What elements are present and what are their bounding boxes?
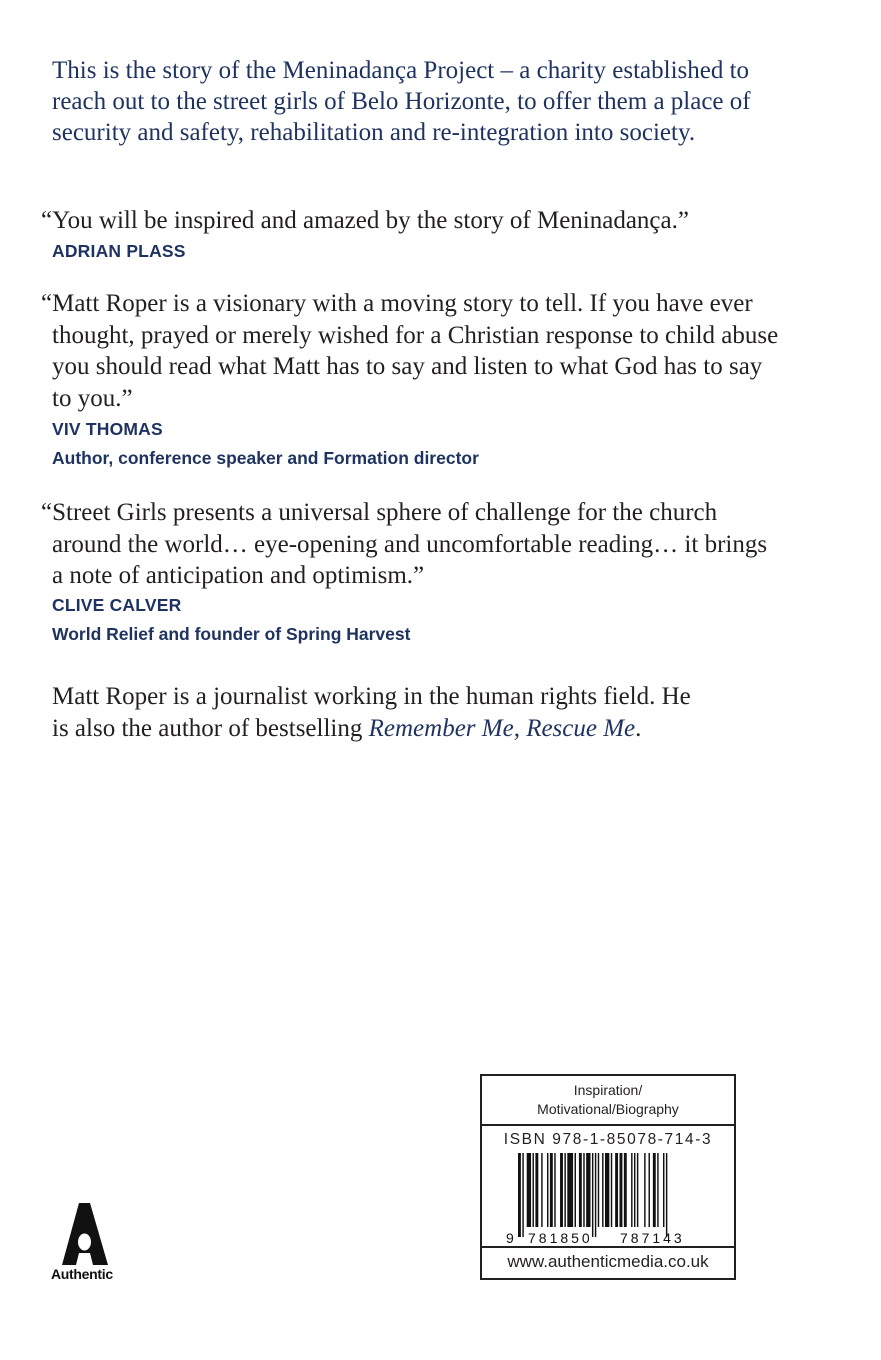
barcode-bar [583,1153,584,1227]
intro-paragraph: This is the story of the Meninadança Project – a charity established to reach out to the street girls of Belo Horizonte, to offer them a place of security and safety, rehabilitation and re-integration into society. [52,57,751,146]
category-line-2: Motivational/Biography [537,1101,679,1117]
barcode-bar [631,1153,632,1227]
category-line-1: Inspiration/ [573,1082,643,1098]
barcode-bar [550,1153,553,1227]
website-url: www.authenticmedia.co.uk [482,1246,734,1278]
endorsement-quote: “Street Girls presents a universal sphere of challenge for the church around the world… eye-opening and uncomfortable reading… it brings a note of anticipation and optimism.” [41,499,768,589]
endorsement-quote: “You will be inspired and amazed by the story of Meninadança.” [41,207,689,234]
barcode-bar [634,1153,635,1227]
category-label [482,1076,734,1126]
barcode-bar [522,1153,523,1237]
barcode-bar [657,1153,658,1227]
barcode-bar [592,1153,593,1237]
barcode-bar [567,1153,573,1227]
barcode-bar [615,1153,618,1227]
endorsement-role: World Relief and founder of Spring Harvest [52,623,411,644]
author-bio-text: Matt Roper is a journalist working in the human rights field. He is also the author of bestselling [52,683,691,742]
barcode-box [480,1074,736,1280]
barcode-bar [649,1153,650,1227]
barcode-bar [644,1153,645,1227]
barcode-bar [527,1153,531,1227]
endorsement-adrian-plass [41,205,781,262]
barcode-bar [598,1153,599,1227]
barcode-bar [666,1153,667,1237]
barcode-icon [500,1153,720,1247]
barcode-bar [533,1153,534,1227]
author-bio [52,681,692,744]
barcode-bar [620,1153,623,1227]
barcode-digits-left: 781850 [528,1230,593,1246]
barcode-bar [637,1153,638,1227]
barcode-bar [535,1153,538,1227]
endorsement-role: Author, conference speaker and Formation director [52,448,479,468]
barcode-bar [602,1153,603,1227]
barcode-digit-first: 9 [506,1230,514,1246]
barcode-bar [575,1153,576,1227]
barcode-bar [605,1153,609,1227]
barcode-bar [564,1153,565,1227]
barcode-bar [624,1153,627,1227]
barcode-bar [595,1153,596,1237]
book-title: Remember Me, Rescue Me [368,714,636,742]
endorsement-name: CLIVE CALVER [52,594,182,615]
barcode-bar [547,1153,548,1227]
barcode-digits-right: 787143 [620,1230,685,1246]
barcode-bar [554,1153,555,1227]
endorsement-name: ADRIAN PLASS [52,240,186,261]
barcode-bar [579,1153,582,1227]
barcode-bar [663,1153,664,1227]
barcode-bar [560,1153,563,1227]
barcode-bar [586,1153,590,1227]
barcode-bar [611,1153,612,1227]
endorsement-name: VIV THOMAS [52,419,163,439]
publisher-logo-text: Authentic [51,1266,113,1282]
barcode-bar [653,1153,656,1227]
endorsement-viv-thomas [41,288,781,469]
barcode-bar [518,1153,521,1237]
barcode-bar [541,1153,542,1227]
author-bio-end: . [635,714,642,742]
endorsement-clive-calver [41,497,781,645]
isbn-text: ISBN 978-1-85078-714-3 [503,1131,713,1148]
endorsement-quote: “Matt Roper is a visionary with a moving story to tell. If you have ever thought, prayed or merely wished for a Christian response to child abuse you should read what Matt has to say and listen to what God has to say to you.” [41,290,779,412]
